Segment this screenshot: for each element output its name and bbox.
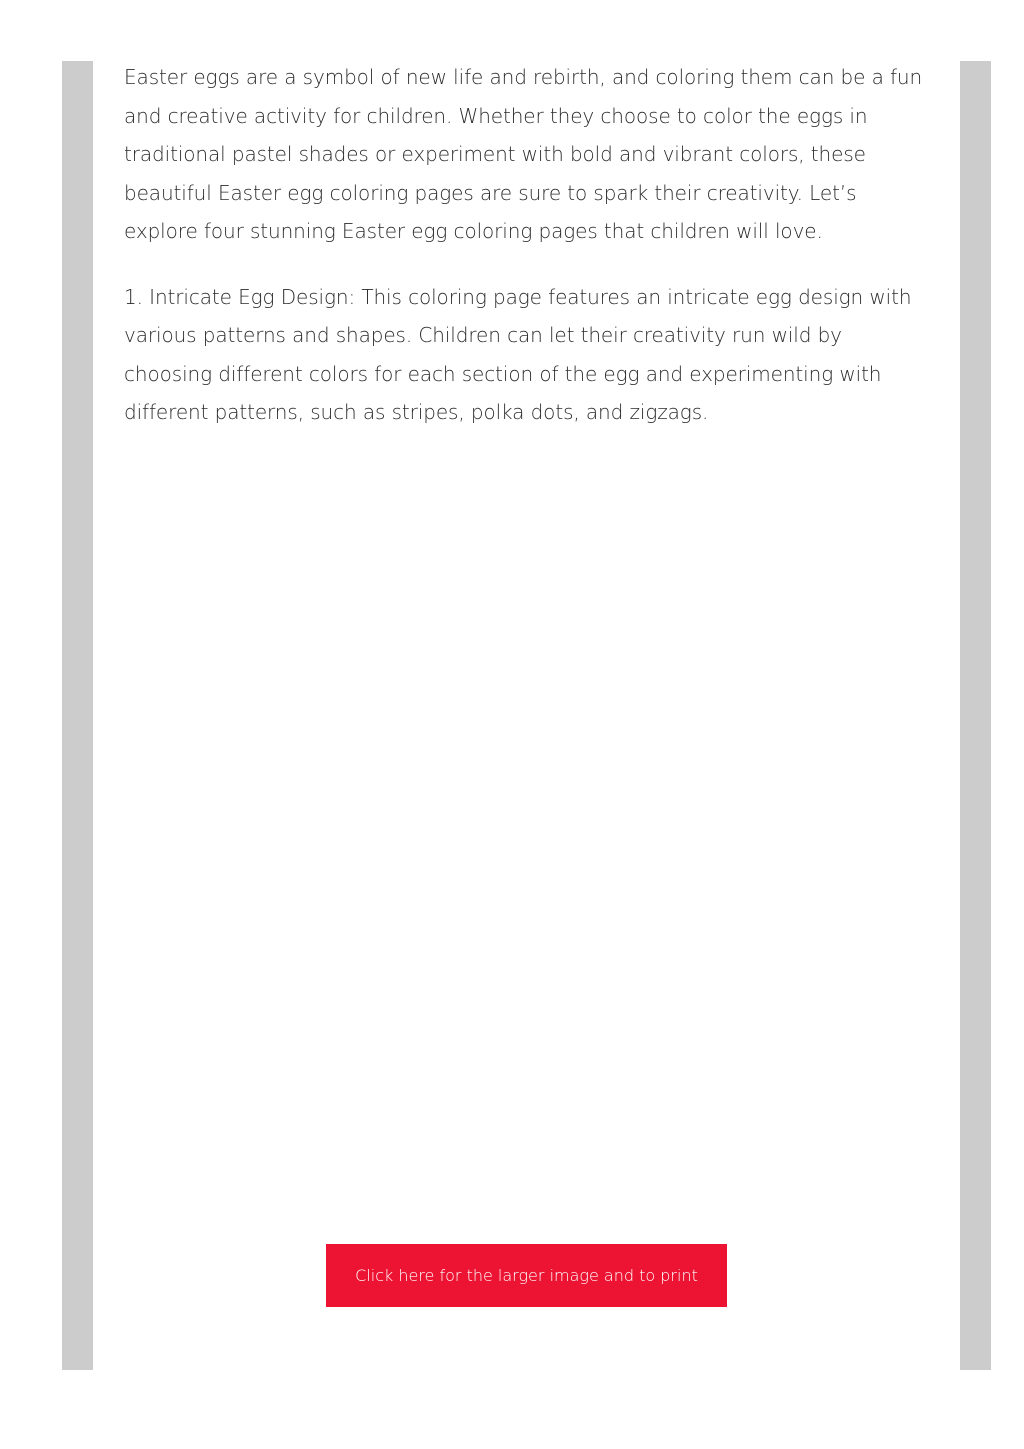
- intro-paragraph: Easter eggs are a symbol of new life and rebirth, and coloring them can be a fun and creative activity for children. Whether they choose to color the eggs in traditional pastel shades or experiment with bold and vibrant colors, these beautiful Easter egg coloring pages are sure to spark their creativity. Let’s explore four stunning Easter egg coloring pages that children will love.: [124, 65, 923, 243]
- print-larger-image-button[interactable]: Click here for the larger image and to print: [326, 1244, 727, 1307]
- article-content: [124, 58, 924, 459]
- coloring-image-placeholder: [124, 440, 924, 1220]
- right-margin-bar: [960, 61, 991, 1370]
- left-margin-bar: [62, 61, 93, 1370]
- intricate-egg-paragraph: 1. Intricate Egg Design: This coloring page features an intricate egg design with various patterns and shapes. Children can let their creativity run wild by choosing different colors for each section of the egg and experimenting with different patterns, such as stripes, polka dots, and zigzags.: [124, 284, 912, 424]
